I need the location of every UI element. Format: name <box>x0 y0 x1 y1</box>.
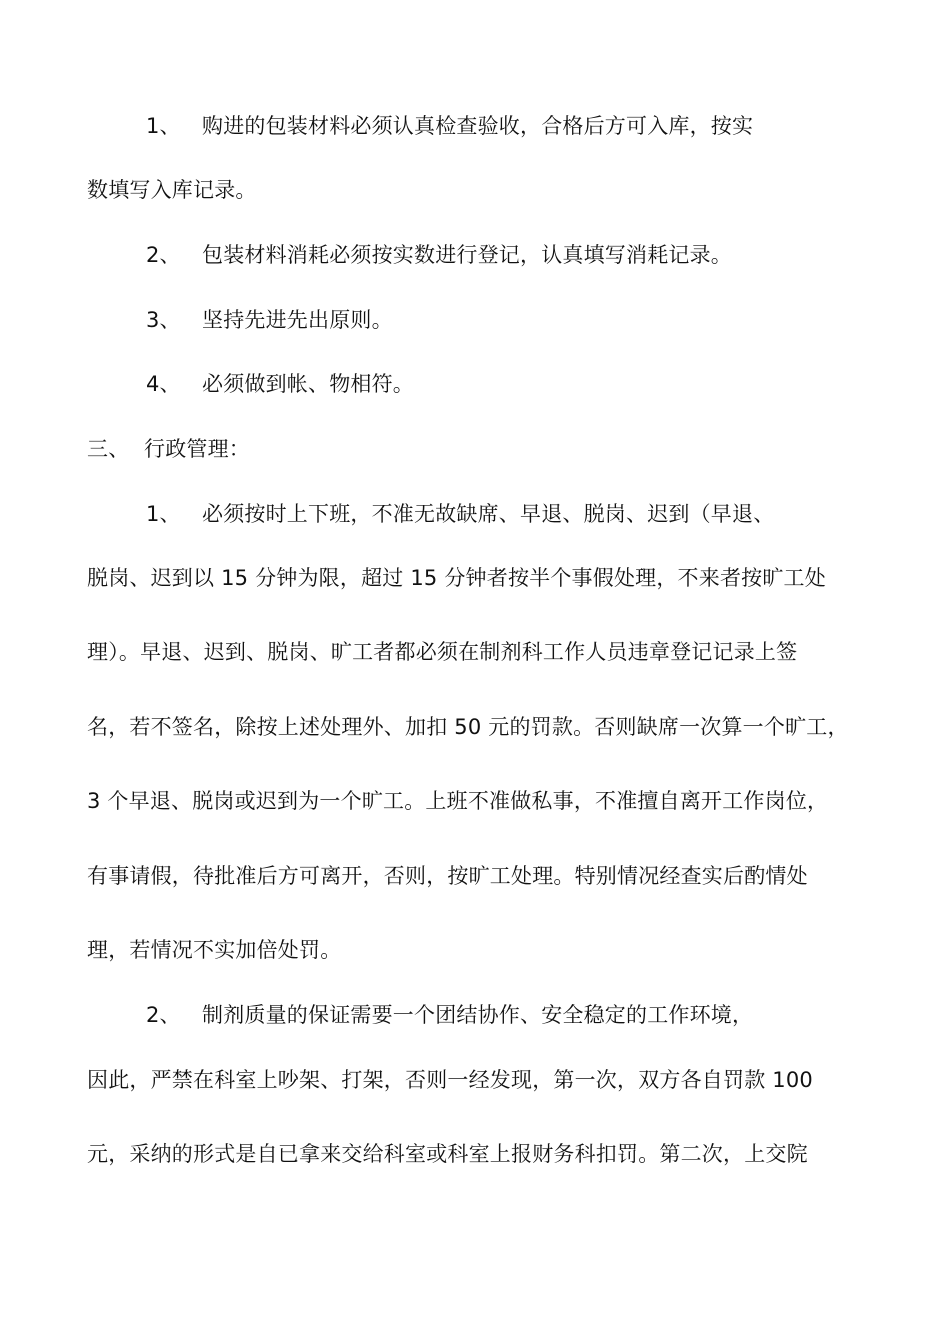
paragraph-line: 因此，严禁在科室上吵架、打架，否则一经发现，第一次，双方各自罚款 100 <box>87 1068 813 1092</box>
item-text: 制剂质量的保证需要一个团结协作、安全稳定的工作环境， <box>202 1003 754 1027</box>
list-item <box>146 240 732 270</box>
paragraph-line: 脱岗、迟到以 15 分钟为限，超过 15 分钟者按半个事假处理，不来者按旷工处 <box>87 566 826 590</box>
section-heading <box>87 434 250 464</box>
item-text: 购进的包装材料必须认真检查验收，合格后方可入库，按实 <box>202 114 754 138</box>
paragraph-line: 理，若情况不实加倍处罚。 <box>87 938 342 962</box>
section-number: 三、 <box>87 437 130 461</box>
item-number: 1、 <box>146 114 181 138</box>
section-title: 行政管理： <box>144 437 250 461</box>
list-item <box>146 111 753 141</box>
item-number: 4、 <box>146 372 181 396</box>
item-number: 2、 <box>146 243 181 267</box>
item-text: 包装材料消耗必须按实数进行登记，认真填写消耗记录。 <box>202 243 732 267</box>
item-text: 必须做到帐、物相符。 <box>202 372 414 396</box>
paragraph-line: 元，采纳的形式是自已拿来交给科室或科室上报财务科扣罚。第二次，上交院 <box>87 1142 808 1166</box>
paragraph-line: 有事请假，待批准后方可离开，否则，按旷工处理。特别情况经查实后酌情处 <box>87 864 808 888</box>
list-item <box>146 499 774 529</box>
paragraph-line: 名，若不签名，除按上述处理外、加扣 50 元的罚款。否则缺席一次算一个旷工， <box>87 715 849 739</box>
paragraph-line: 理）。早退、迟到、脱岗、旷工者都必须在制剂科工作人员违章登记记录上签 <box>87 640 798 664</box>
list-item <box>146 369 414 399</box>
item-text: 坚持先进先出原则。 <box>202 308 393 332</box>
list-item <box>146 1000 753 1030</box>
paragraph-line: 3 个早退、脱岗或迟到为一个旷工。上班不准做私事，不准擅自离开工作岗位， <box>87 789 829 813</box>
item-number: 1、 <box>146 502 181 526</box>
list-item <box>146 305 393 335</box>
item-number: 3、 <box>146 308 181 332</box>
paragraph-line: 数填写入库记录。 <box>87 178 257 202</box>
item-text: 必须按时上下班，不准无故缺席、早退、脱岗、迟到（早退、 <box>202 502 775 526</box>
item-number: 2、 <box>146 1003 181 1027</box>
